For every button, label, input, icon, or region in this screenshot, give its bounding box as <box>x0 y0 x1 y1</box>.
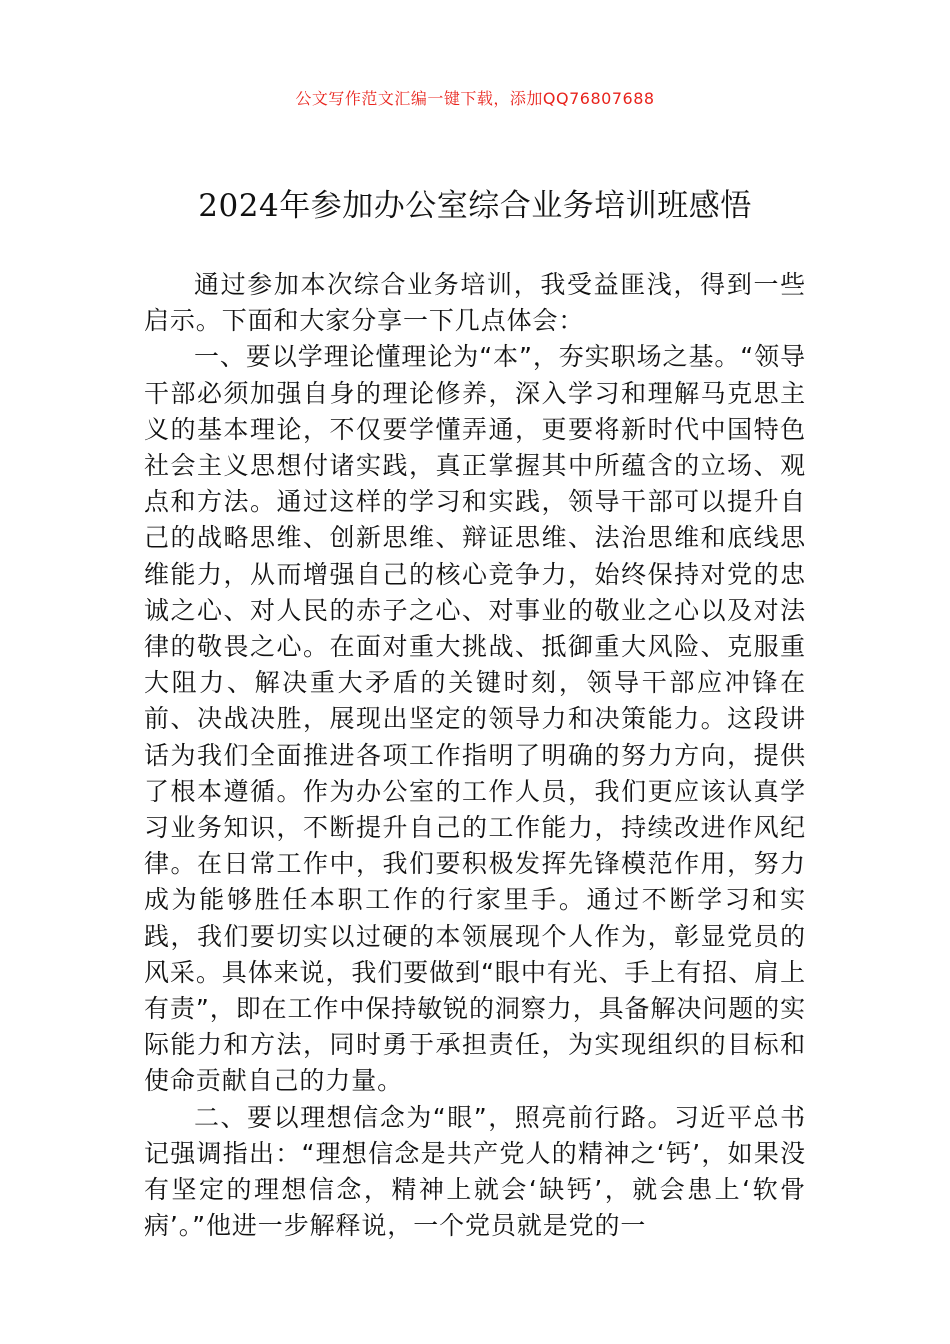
paragraph-intro: 通过参加本次综合业务培训，我受益匪浅，得到一些启示。下面和大家分享一下几点体会： <box>144 270 806 336</box>
document-body <box>144 267 806 1244</box>
paragraph-point-two: 二、要以理想信念为“眼”，照亮前行路。习近平总书记强调指出：“理想信念是共产党人的精神之‘钙’，如果没有坚定的理想信念，精神上就会‘缺钙’，就会患上‘软骨病’。”他进一步解释说，一个党员就是党的一 <box>144 1102 806 1241</box>
paragraph-point-one: 一、要以学理论懂理论为“本”，夯实职场之基。“领导干部必须加强自身的理论修养，深入学习和理解马克思主义的基本理论，不仅要学懂弄通，更要将新时代中国特色社会主义思想付诸实践，真正掌握其中所蕴含的立场、观点和方法。通过这样的学习和实践，领导干部可以提升自己的战略思维、创新思维、辩证思维、法治思维和底线思维能力，从而增强自己的核心竞争力，始终保持对党的忠诚之心、对人民的赤子之心、对事业的敬业之心以及对法律的敬畏之心。在面对重大挑战、抵御重大风险、克服重大阻力、解决重大矛盾的关键时刻，领导干部应冲锋在前、决战决胜，展现出坚定的领导力和决策能力。这段讲话为我们全面推进各项工作指明了明确的努力方向，提供了根本遵循。作为办公室的工作人员，我们更应该认真学习业务知识，不断提升自己的工作能力，持续改进作风纪律。在日常工作中，我们要积极发挥先锋模范作用，努力成为能够胜任本职工作的行家里手。通过不断学习和实践，我们要切实以过硬的本领展现个人作为，彰显党员的风采。具体来说，我们要做到“眼中有光、手上有招、肩上有责”，即在工作中保持敏锐的洞察力，具备解决问题的实际能力和方法，同时勇于承担责任，为实现组织的目标和使命贡献自己的力量。 <box>144 342 806 1096</box>
download-banner: 公文写作范文汇编一键下载，添加QQ76807688 <box>295 89 655 108</box>
document-title: 2024年参加办公室综合业务培训班感悟 <box>198 188 752 224</box>
